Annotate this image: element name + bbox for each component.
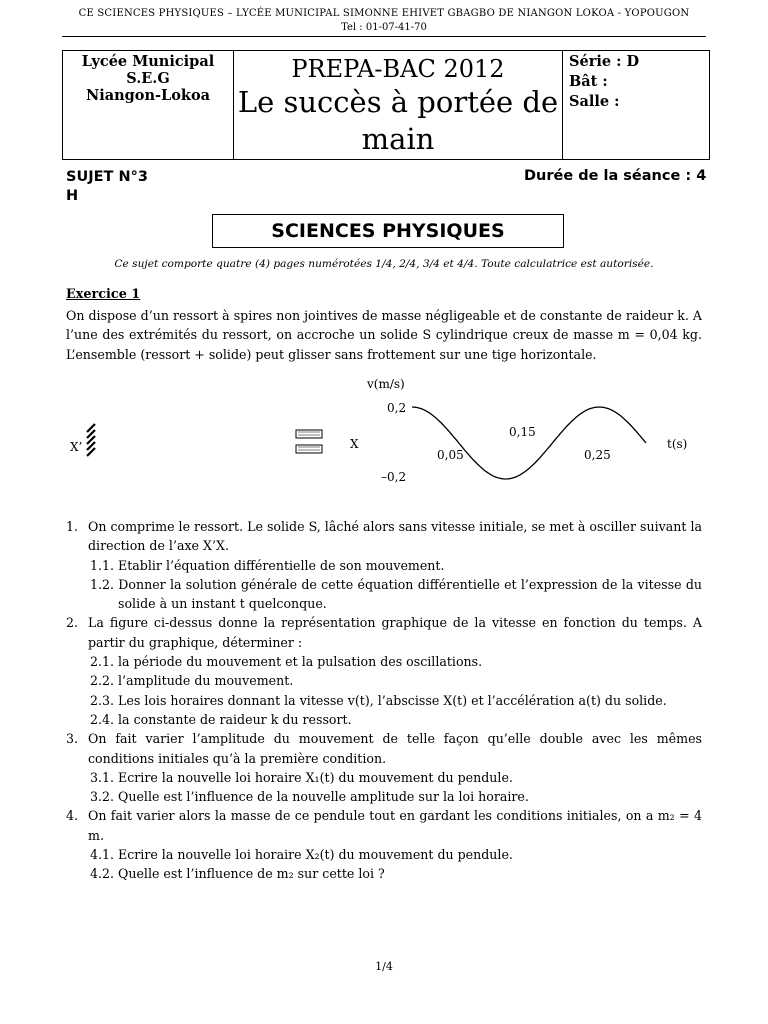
school-location: Niangon-Lokoa [85,87,211,104]
question-list [66,517,702,884]
subquestion: 3.1. Ecrire la nouvelle loi horaire X₁(t) du mouvement du pendule. [90,769,513,785]
series-label: Série : D [569,53,640,70]
exam-subtitle: Le succès à portée de main [237,85,559,156]
question-item [66,806,702,883]
x-prime-label: X’ [70,440,83,454]
subject-title: SCIENCES PHYSIQUES [212,214,564,248]
solid-block [296,430,322,453]
question-text: La figure ci-dessus donne la représentation graphique de la vitesse en fonction du temps. A partir du graphique, déterminer : [88,615,702,650]
series-cell [563,51,710,160]
subquestion: 4.1. Ecrire la nouvelle loi horaire X₂(t) du mouvement du pendule. [90,847,513,863]
velocity-curve [412,407,646,479]
x-axis-label: t(s) [667,437,688,451]
subquestion: 4.2. Quelle est l’influence de m₂ sur cette loi ? [90,866,385,882]
question-item [66,729,702,806]
subquestion: 2.2. l’amplitude du mouvement. [90,673,294,689]
y-min-label: –0,2 [381,470,407,484]
school-section: S.E.G [126,70,170,87]
subquestion: 2.1. la période du mouvement et la pulsation des oscillations. [90,654,483,670]
session-duration: Durée de la séance : 4 [524,168,707,184]
subquestion: 2.4. la constante de raideur k du ressort. [90,711,352,727]
subject-number-cont: H [66,188,79,204]
question-number: 2. [66,615,79,631]
velocity-figure [0,370,768,490]
header-rule [62,36,706,37]
telephone-line: Tel : 01-07-41-70 [341,22,427,33]
question-text: On fait varier l’amplitude du mouvement de telle façon qu’elle double avec les mêmes conditions initiales qu’à la première condition. [88,731,702,766]
exam-title-cell [234,51,563,160]
exercise-paragraph: On dispose d’un ressort à spires non jointives de masse négligeable et de constante de raideur k. A l’une des extrémités du ressort, on accroche un solide S cylindrique creux de masse m = 0,04 kg. L’ensemble (ressort + solide) peut glisser sans frottement sur une tige horizontale. [66,308,702,362]
tick-label-005: 0,05 [437,448,464,462]
intro-note: Ce sujet comporte quatre (4) pages numérotées 1/4, 2/4, 3/4 et 4/4. Toute calculatrice est autorisée. [114,258,654,270]
x-label: X [350,437,359,451]
subquestion: 1.2. Donner la solution générale de cette équation différentielle et l’expression de la vitesse du solide à un instant t quelconque. [90,576,702,612]
question-text: On fait varier alors la masse de ce pendule tout en gardant les conditions initiales, on a m₂ = 4 m. [88,808,702,843]
school-name: Lycée Municipal [81,53,215,70]
school-header-line: CE SCIENCES PHYSIQUES – LYCÉE MUNICIPAL SIMONNE EHIVET GBAGBO DE NIANGON LOKOA - YOPOUGON [78,8,690,19]
building-label: Bât : [569,73,608,90]
page-number: 1/4 [375,960,393,973]
exercise-heading: Exercice 1 [66,287,141,302]
y-max-label: 0,2 [387,401,407,415]
subject-number-text: SUJET N°3 [66,169,148,185]
wall-hatch [87,424,95,456]
question-item [66,613,702,729]
header-box [62,50,710,160]
tick-label-015: 0,15 [509,425,536,439]
question-item [66,517,702,613]
tick-label-025: 0,25 [584,448,611,462]
room-label: Salle : [569,93,620,110]
subquestion: 3.2. Quelle est l’influence de la nouvelle amplitude sur la loi horaire. [90,789,529,805]
exam-title: PREPA-BAC 2012 [291,55,505,83]
subject-number [66,168,148,206]
question-text: On comprime le ressort. Le solide S, lâché alors sans vitesse initiale, se met à osciller suivant la direction de l’axe X’X. [88,519,702,554]
subquestion: 2.3. Les lois horaires donnant la vitesse v(t), l’abscisse X(t) et l’accélération a(t) du solide. [90,692,667,708]
question-number: 4. [66,808,79,824]
question-number: 1. [66,519,79,534]
y-axis-label: v(m/s) [367,377,405,391]
subquestion: 1.1. Etablir l’équation différentielle de son mouvement. [90,557,445,573]
question-number: 3. [66,731,79,747]
school-cell [63,51,234,160]
